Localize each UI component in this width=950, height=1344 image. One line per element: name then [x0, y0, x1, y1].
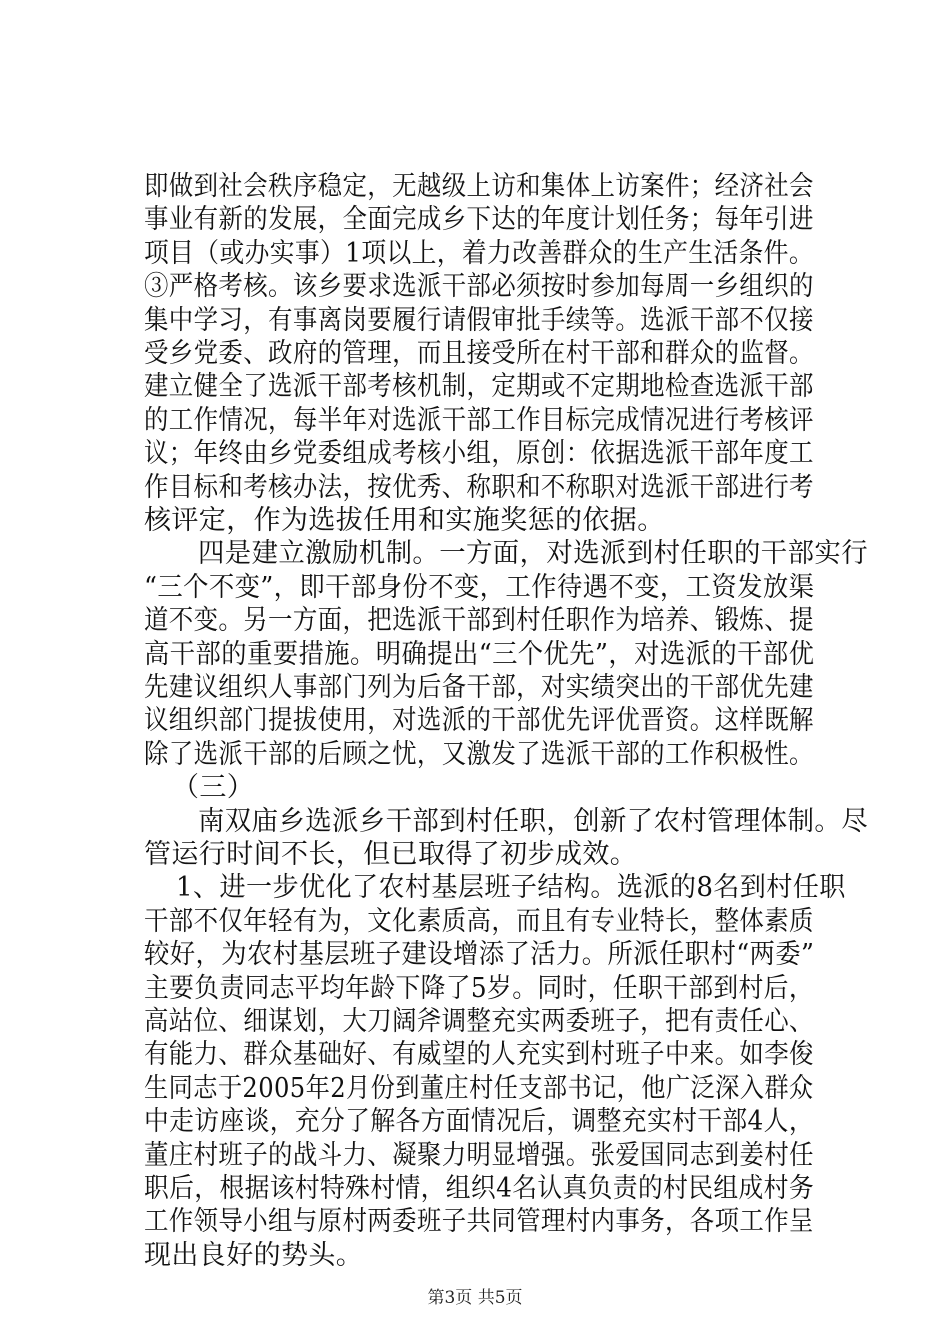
paragraph-first-line: 四是建立激励机制。一方面，对选派到村任职的干部实行 — [198, 538, 868, 570]
text-line: 较好，为农村基层班子建设增添了活力。所派任职村“两委” — [144, 939, 815, 971]
text-line: 除了选派干部的后顾之忧，又激发了选派干部的工作积极性。 — [144, 738, 814, 770]
text-line: 中走访座谈，充分了解各方面情况后，调整充实村干部4人， — [144, 1106, 814, 1138]
text-line: 集中学习，有事离岗要履行请假审批手续等。选派干部不仅接 — [144, 304, 814, 336]
text-line: 的工作情况，每半年对选派干部工作目标完成情况进行考核评 — [144, 404, 814, 436]
text-line: 核评定，作为选拔任用和实施奖惩的依据。 — [144, 505, 665, 536]
text-line: 生同志于2005年2月份到董庄村任支部书记，他广泛深入群众 — [144, 1072, 814, 1104]
text-line: 高干部的重要措施。明确提出“三个优先”，对选派的干部优 — [144, 638, 815, 670]
section-heading: （三） — [172, 772, 255, 804]
text-line: 有能力、群众基础好、有威望的人充实到村班子中来。如李俊 — [144, 1039, 814, 1071]
text-line: 项目（或办实事）1项以上，着力改善群众的生产生活条件。 — [144, 237, 814, 269]
paragraph-first-line: 南双庙乡选派乡干部到村任职，创新了农村管理体制。尽 — [198, 805, 868, 837]
text-line: 议；年终由乡党委组成考核小组，原创：依据选派干部年度工 — [144, 438, 814, 470]
text-line: 现出良好的势头。 — [144, 1239, 364, 1271]
text-line: 事业有新的发展，全面完成乡下达的年度计划任务；每年引进 — [144, 204, 814, 236]
text-line: 受乡党委、政府的管理，而且接受所在村干部和群众的监督。 — [144, 338, 814, 369]
text-line: 道不变。另一方面，把选派干部到村任职作为培养、锻炼、提 — [144, 605, 814, 637]
text-line: 工作领导小组与原村两委班子共同管理村内事务，各项工作呈 — [144, 1206, 814, 1238]
text-line: 高站位、细谋划，大刀阔斧调整充实两委班子，把有责任心、 — [144, 1006, 814, 1037]
text-line: 主要负责同志平均年龄下降了5岁。同时，任职干部到村后， — [144, 972, 814, 1004]
text-line: “三个不变”，即干部身份不变，工作待遇不变，工资发放渠 — [144, 571, 815, 603]
text-line: 即做到社会秩序稳定，无越级上访和集体上访案件；经济社会 — [144, 171, 814, 202]
page-number-footer: 第3页 共5页 — [427, 1288, 523, 1308]
text-line: 作目标和考核办法，按优秀、称职和不称职对选派干部进行考 — [144, 471, 814, 503]
text-line: 建立健全了选派干部考核机制，定期或不定期地检查选派干部 — [144, 371, 814, 403]
text-line: 管运行时间不长，但已取得了初步成效。 — [144, 839, 638, 870]
text-line: 议组织部门提拔使用，对选派的干部优先评优晋资。这样既解 — [144, 705, 814, 737]
text-line: 先建议组织人事部门列为后备干部，对实绩突出的干部优先建 — [144, 672, 814, 703]
text-line: 职后，根据该村特殊村情，组织4名认真负责的村民组成村务 — [144, 1173, 814, 1204]
text-line: ③严格考核。该乡要求选派干部必须按时参加每周一乡组织的 — [144, 271, 814, 303]
text-line: 干部不仅年轻有为，文化素质高，而且有专业特长，整体素质 — [144, 905, 814, 937]
paragraph-first-line: 1、进一步优化了农村基层班子结构。选派的8名到村任职 — [176, 872, 846, 904]
text-line: 董庄村班子的战斗力、凝聚力明显增强。张爱国同志到姜村任 — [144, 1139, 814, 1171]
